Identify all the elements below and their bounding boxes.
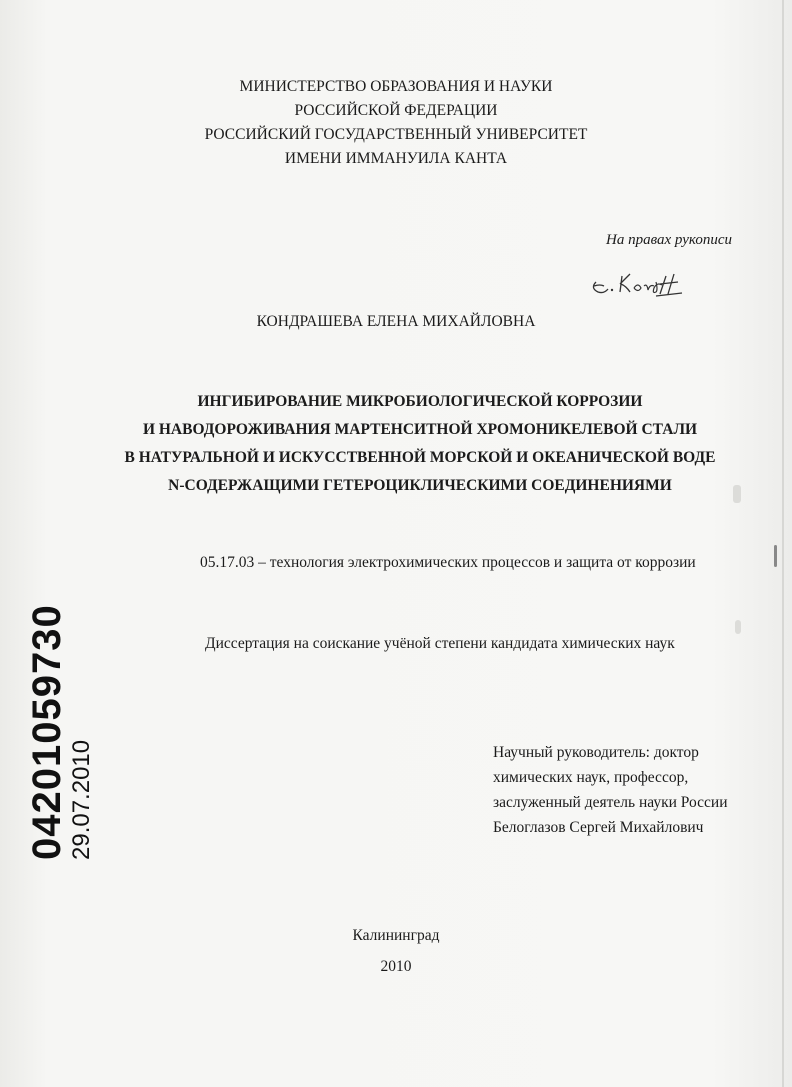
header-line: ИМЕНИ ИММАНУИЛА КАНТА bbox=[284, 150, 508, 167]
header-line: РОССИЙСКОЙ ФЕДЕРАЦИИ bbox=[294, 102, 498, 119]
title-line: И НАВОДОРОЖИВАНИЯ МАРТЕНСИТНОЙ ХРОМОНИКЕЛЕВОЙ СТАЛИ bbox=[142, 421, 698, 438]
supervisor-line: заслуженный деятель науки России bbox=[493, 794, 728, 811]
header-line: МИНИСТЕРСТВО ОБРАЗОВАНИЯ И НАУКИ bbox=[239, 78, 553, 95]
ministry-header bbox=[0, 75, 792, 171]
supervisor-line: химических наук, профессор, bbox=[493, 769, 689, 786]
city: Калининград bbox=[352, 927, 440, 944]
degree-statement: Диссертация на соискание учёной степени кандидата химических наук bbox=[205, 635, 675, 652]
stamp-id: 04201059730 bbox=[25, 604, 69, 860]
title-line: N-СОДЕРЖАЩИМИ ГЕТЕРОЦИКЛИЧЕСКИМИ СОЕДИНЕНИЯМИ bbox=[168, 477, 672, 494]
dissertation-title bbox=[100, 388, 740, 500]
specialty-code: 05.17.03 – технология электрохимических процессов и защита от коррозии bbox=[200, 554, 696, 571]
library-stamp bbox=[25, 604, 95, 860]
manuscript-note: На правах рукописи bbox=[606, 232, 732, 248]
supervisor-line: Научный руководитель: доктор bbox=[493, 744, 699, 761]
supervisor-block bbox=[493, 740, 728, 840]
title-line: ИНГИБИРОВАНИЕ МИКРОБИОЛОГИЧЕСКОЙ КОРРОЗИИ bbox=[197, 393, 643, 410]
scan-mark bbox=[774, 545, 777, 567]
header-line: РОССИЙСКИЙ ГОСУДАРСТВЕННЫЙ УНИВЕРСИТЕТ bbox=[204, 126, 588, 143]
year: 2010 bbox=[380, 958, 412, 975]
stamp-date: 29.07.2010 bbox=[68, 739, 95, 860]
signature-image bbox=[590, 268, 690, 300]
supervisor-line: Белоглазов Сергей Михайлович bbox=[493, 819, 704, 836]
author-name: КОНДРАШЕВА ЕЛЕНА МИХАЙЛОВНА bbox=[256, 313, 536, 330]
title-line: В НАТУРАЛЬНОЙ И ИСКУССТВЕННОЙ МОРСКОЙ И ОКЕАНИЧЕСКОЙ ВОДЕ bbox=[124, 449, 716, 466]
scan-smudge bbox=[735, 620, 741, 634]
